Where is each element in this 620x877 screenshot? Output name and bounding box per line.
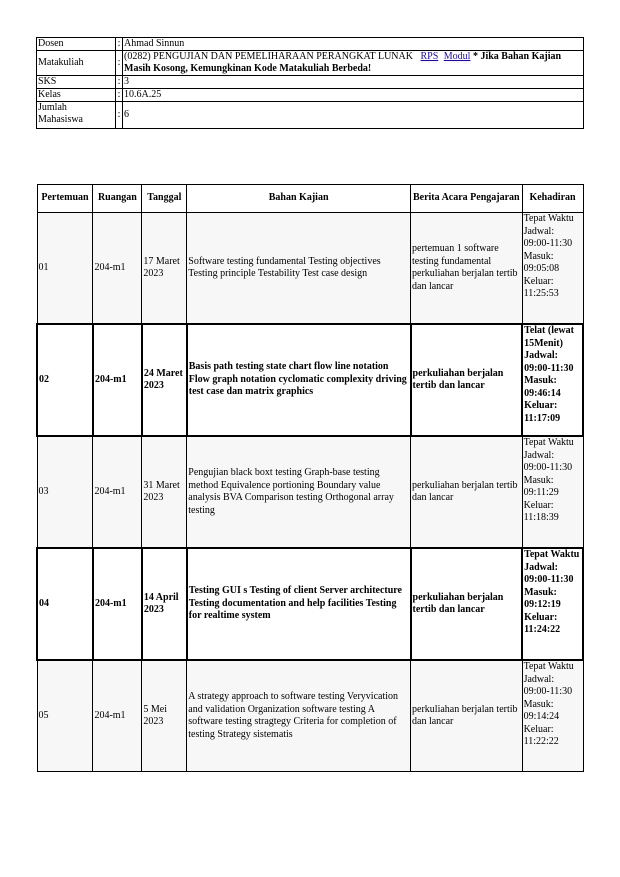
cell-kehadiran: Tepat Waktu Jadwal: 09:00-11:30 Masuk: 09:11:29 Keluar: 11:18:39: [522, 436, 583, 548]
cell-kehadiran: Tepat Waktu Jadwal: 09:00-11:30 Masuk: 09:14:24 Keluar: 11:22:22: [522, 660, 583, 772]
info-row-dosen: [37, 38, 584, 51]
cell-berita-acara: perkuliahan berjalan tertib dan lancar: [411, 324, 523, 436]
cell-tanggal: 24 Maret 2023: [142, 324, 187, 436]
cell-bahan-kajian: Software testing fundamental Testing objectives Testing principle Testability Test case design: [187, 213, 411, 325]
info-separator: :: [116, 38, 123, 51]
info-row-kelas: [37, 89, 584, 102]
info-label: Kelas: [37, 89, 116, 102]
header-ruangan: Ruangan: [93, 185, 142, 213]
info-value-matakuliah: [123, 51, 584, 76]
cell-ruangan: 204-m1: [93, 660, 142, 772]
modul-link[interactable]: Modul: [443, 51, 471, 62]
cell-pertemuan: 03: [37, 436, 93, 548]
cell-tanggal: 5 Mei 2023: [142, 660, 187, 772]
cell-bahan-kajian: A strategy approach to software testing Veryvication and validation Organization software testing A software testing stragtegy Criteria for completion of testing Strategy sistematis: [187, 660, 411, 772]
info-value-dosen: Ahmad Sinnun: [123, 38, 584, 51]
cell-pertemuan: 05: [37, 660, 93, 772]
cell-kehadiran: Tepat Waktu Jadwal: 09:00-11:30 Masuk: 09:12:19 Keluar: 11:24:22: [522, 548, 583, 660]
info-value-jumlah: 6: [123, 102, 584, 129]
cell-berita-acara: perkuliahan berjalan tertib dan lancar: [411, 660, 523, 772]
info-separator: :: [116, 51, 123, 76]
info-row-jumlah: [37, 102, 584, 129]
cell-kehadiran: Tepat Waktu Jadwal: 09:00-11:30 Masuk: 09:05:08 Keluar: 11:25:53: [522, 213, 583, 325]
table-row: [37, 548, 583, 660]
cell-pertemuan: 04: [37, 548, 93, 660]
cell-ruangan: 204-m1: [93, 548, 142, 660]
cell-ruangan: 204-m1: [93, 324, 142, 436]
course-note: * Jika Bahan Kajian Masih Kosong, Kemungkinan Kode Matakuliah Berbeda!: [124, 51, 562, 74]
cell-tanggal: 17 Maret 2023: [142, 213, 187, 325]
table-row: [37, 324, 583, 436]
info-separator: :: [116, 76, 123, 89]
course-title: (0282) PENGUJIAN DAN PEMELIHARAAN PERANGKAT LUNAK: [124, 51, 413, 62]
info-separator: :: [116, 89, 123, 102]
cell-bahan-kajian: Pengujian black boxt testing Graph-base testing method Equivalence portioning Boundary value analysis BVA Comparison testing Orthogonal array testing: [187, 436, 411, 548]
table-row: [37, 660, 583, 772]
cell-berita-acara: pertemuan 1 software testing fundamental perkuliahan berjalan tertib dan lancar: [411, 213, 523, 325]
cell-bahan-kajian: Basis path testing state chart flow line notation Flow graph notation cyclomatic complexity driving test case dan matrix graphics: [187, 324, 411, 436]
info-row-matakuliah: [37, 51, 584, 76]
rps-link[interactable]: RPS: [420, 51, 439, 62]
cell-ruangan: 204-m1: [93, 213, 142, 325]
info-label: Jumlah Mahasiswa: [37, 102, 116, 129]
cell-ruangan: 204-m1: [93, 436, 142, 548]
course-info-table: [36, 37, 584, 129]
info-row-sks: [37, 76, 584, 89]
table-row: [37, 213, 583, 325]
info-label: Matakuliah: [37, 51, 116, 76]
info-label: Dosen: [37, 38, 116, 51]
info-value-kelas: 10.6A.25: [123, 89, 584, 102]
info-separator: :: [116, 102, 123, 129]
cell-tanggal: 14 April 2023: [142, 548, 187, 660]
info-value-sks: 3: [123, 76, 584, 89]
header-tanggal: Tanggal: [142, 185, 187, 213]
schedule-header-row: [37, 185, 583, 213]
header-berita-acara: Berita Acara Pengajaran: [411, 185, 523, 213]
cell-berita-acara: perkuliahan berjalan tertib dan lancar: [411, 436, 523, 548]
cell-tanggal: 31 Maret 2023: [142, 436, 187, 548]
header-bahan-kajian: Bahan Kajian: [187, 185, 411, 213]
cell-bahan-kajian: Testing GUI s Testing of client Server architecture Testing documentation and help facilities Testing for realtime system: [187, 548, 411, 660]
header-pertemuan: Pertemuan: [37, 185, 93, 213]
header-kehadiran: Kehadiran: [522, 185, 583, 213]
schedule-table: [36, 184, 584, 772]
info-label: SKS: [37, 76, 116, 89]
table-row: [37, 436, 583, 548]
cell-pertemuan: 01: [37, 213, 93, 325]
cell-pertemuan: 02: [37, 324, 93, 436]
cell-kehadiran: Telat (lewat 15Menit) Jadwal: 09:00-11:30 Masuk: 09:46:14 Keluar: 11:17:09: [522, 324, 583, 436]
cell-berita-acara: perkuliahan berjalan tertib dan lancar: [411, 548, 523, 660]
